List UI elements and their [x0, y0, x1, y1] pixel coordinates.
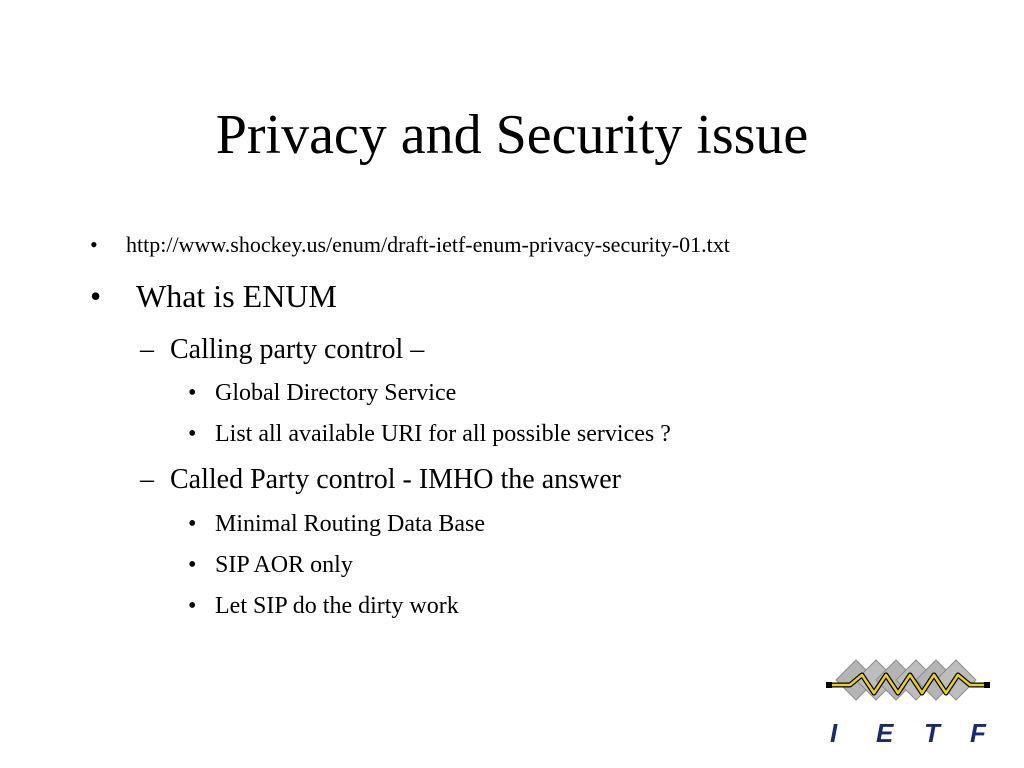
bullet-marker: •	[188, 552, 197, 578]
ietf-logo	[820, 650, 1000, 750]
subsub-global-directory-text: Global Directory Service	[215, 380, 457, 406]
dash-marker: –	[140, 334, 154, 365]
slide-title: Privacy and Security issue	[215, 104, 809, 166]
bullet-what-is-enum-text: What is ENUM	[136, 278, 337, 314]
wire-end-left	[826, 682, 832, 688]
logo-letter-i: I	[830, 718, 838, 748]
subsub-minimal-routing-text: Minimal Routing Data Base	[215, 511, 485, 537]
subbullet-called-party-text: Called Party control - IMHO the answer	[170, 464, 621, 495]
bullet-marker: •	[90, 232, 98, 257]
logo-letter-t: T	[924, 718, 940, 748]
subbullet-calling-party-text: Calling party control –	[170, 334, 425, 365]
wire-end-right	[984, 682, 990, 688]
bullet-marker: •	[90, 278, 102, 314]
bullet-marker: •	[188, 593, 197, 619]
bullet-marker: •	[188, 511, 197, 537]
subsub-sip-aor-text: SIP AOR only	[215, 552, 353, 578]
logo-letter-f: F	[970, 718, 986, 748]
bullet-url-text: http://www.shockey.us/enum/draft-ietf-enum-privacy-security-01.txt	[126, 232, 730, 257]
dash-marker: –	[140, 464, 154, 495]
ietf-logo-graphic	[820, 650, 1000, 750]
logo-letter-e: E	[876, 718, 894, 748]
bullet-marker: •	[188, 421, 197, 447]
bullet-marker: •	[188, 380, 197, 406]
subsub-let-sip-text: Let SIP do the dirty work	[215, 593, 459, 619]
logo-letters	[830, 718, 987, 748]
subsub-list-all-uri-text: List all available URI for all possible services ?	[215, 421, 671, 447]
